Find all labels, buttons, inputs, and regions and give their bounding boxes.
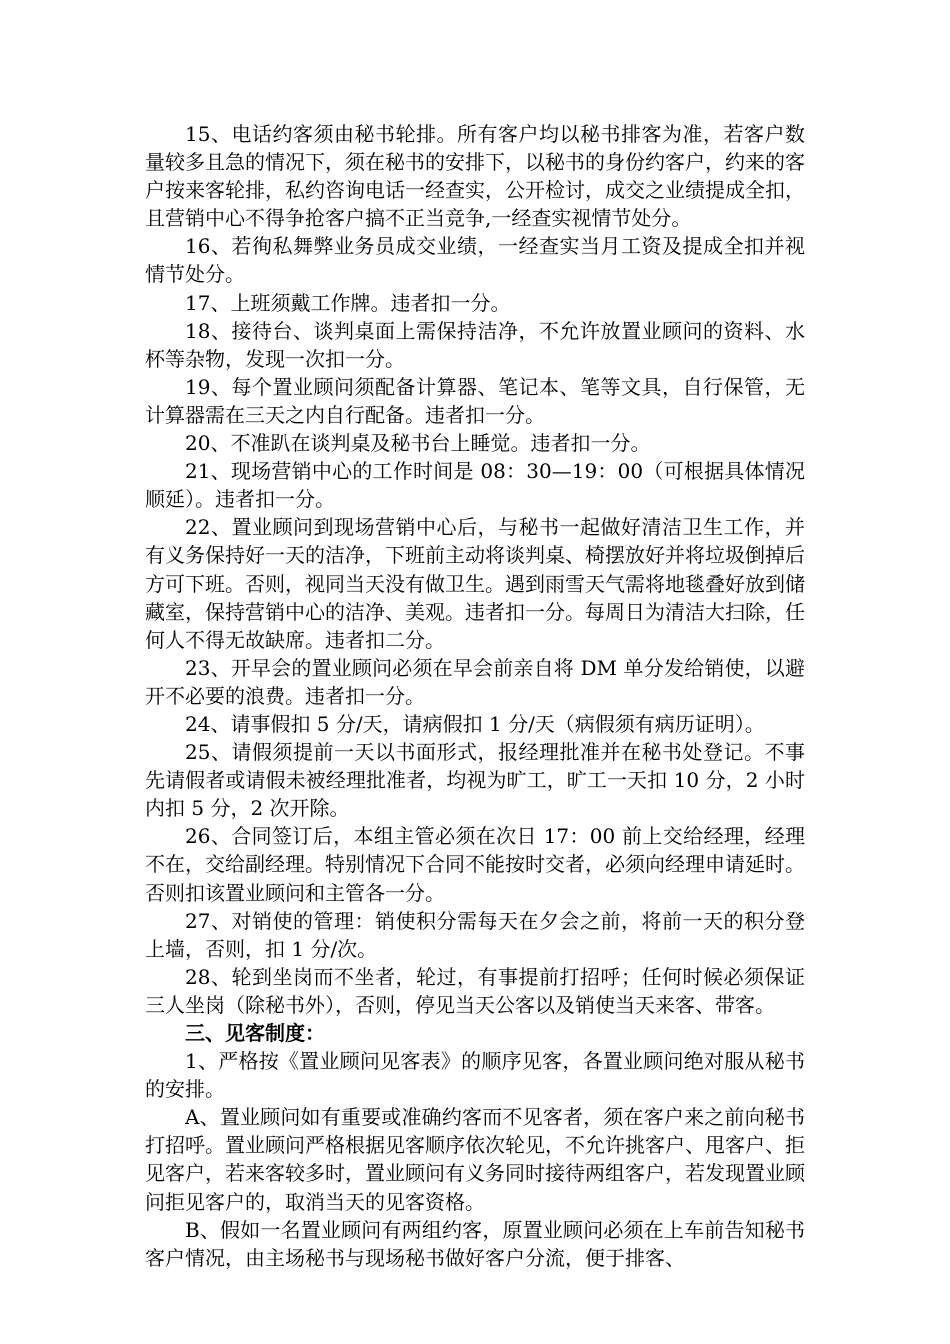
rule-paragraph-21: 21、现场营销中心的工作时间是 08：30—19：00（可根据具体情况顺延）。违者扣一分。 — [145, 459, 805, 512]
rule-paragraph-17: 17、上班须戴工作牌。违者扣一分。 — [185, 290, 511, 315]
rule-paragraph-22: 22、置业顾问到现场营销中心后，与秘书一起做好清洁卫生工作，并有义务保持好一天的洁净，下班前主动将谈判桌、椅摆放好并将垃圾倒掉后方可下班。否则，视同当天没有做卫生。遇到雨雪天气需将地毯叠好放到储藏室，保持营销中心的洁净、美观。违者扣一分。每周日为清洁大扫除，任何人不得无故缺席。违者扣二分。 — [145, 515, 805, 652]
rule-paragraph-26: 26、合同签订后，本组主管必须在次日 17：00 前上交给经理，经理不在，交给副经理。特别情况下合同不能按时交者，必须向经理申请延时。否则扣该置业顾问和主管各一分。 — [145, 824, 805, 905]
visit-rule-paragraph-a: A、置业顾问如有重要或准确约客而不见客者，须在客户来之前向秘书打招呼。置业顾问严格根据见客顺序依次轮见，不允许挑客户、甩客户、拒见客户，若来客较多时，置业顾问有义务同时接待两组客户，若发现置业顾问拒见客户的，取消当天的见客资格。 — [145, 1105, 805, 1214]
rule-paragraph-18: 18、接待台、谈判桌面上需保持洁净，不允许放置业顾问的资料、水杯等杂物，发现一次扣一分。 — [145, 318, 805, 371]
rule-paragraph-24: 24、请事假扣 5 分/天，请病假扣 1 分/天（病假须有病历证明）。 — [185, 711, 765, 736]
rule-paragraph-25: 25、请假须提前一天以书面形式，报经理批准并在秘书处登记。不事先请假者或请假未被经理批准者，均视为旷工，旷工一天扣 10 分，2 小时内扣 5 分，2 次开除。 — [145, 740, 805, 821]
visit-rule-paragraph-1: 1、严格按《置业顾问见客表》的顺序见客，各置业顾问绝对服从秘书的安排。 — [145, 1049, 805, 1102]
rule-paragraph-27: 27、对销使的管理：销使积分需每天在夕会之前，将前一天的积分登上墙，否则，扣 1 分/次。 — [145, 908, 805, 961]
section-heading: 三、见客制度： — [185, 1021, 325, 1045]
rule-paragraph-15: 15、电话约客须由秘书轮排。所有客户均以秘书排客为准，若客户数量较多且急的情况下，须在秘书的安排下，以秘书的身份约客户，约来的客户按来客轮排，私约咨询电话一经查实，公开检讨，成交之业绩提成全扣，且营销中心不得争抢客户搞不正当竞争,一经查实视情节处分。 — [145, 122, 805, 231]
rule-paragraph-20: 20、不准趴在谈判桌及秘书台上睡觉。违者扣一分。 — [185, 431, 651, 456]
document-page — [145, 120, 805, 1272]
rule-paragraph-16: 16、若徇私舞弊业务员成交业绩，一经查实当月工资及提成全扣并视情节处分。 — [145, 234, 805, 287]
rule-paragraph-28: 28、轮到坐岗而不坐者，轮过，有事提前打招呼；任何时候必须保证三人坐岗（除秘书外），否则，停见当天公客以及销使当天来客、带客。 — [145, 964, 805, 1017]
rule-paragraph-19: 19、每个置业顾问须配备计算器、笔记本、笔等文具，自行保管，无计算器需在三天之内自行配备。违者扣一分。 — [145, 374, 805, 427]
rule-paragraph-23: 23、开早会的置业顾问必须在早会前亲自将 DM 单分发给销使，以避开不必要的浪费。违者扣一分。 — [145, 655, 805, 708]
visit-rule-paragraph-b: B、假如一名置业顾问有两组约客，原置业顾问必须在上车前告知秘书客户情况，由主场秘书与现场秘书做好客户分流，便于排客、 — [145, 1217, 805, 1270]
